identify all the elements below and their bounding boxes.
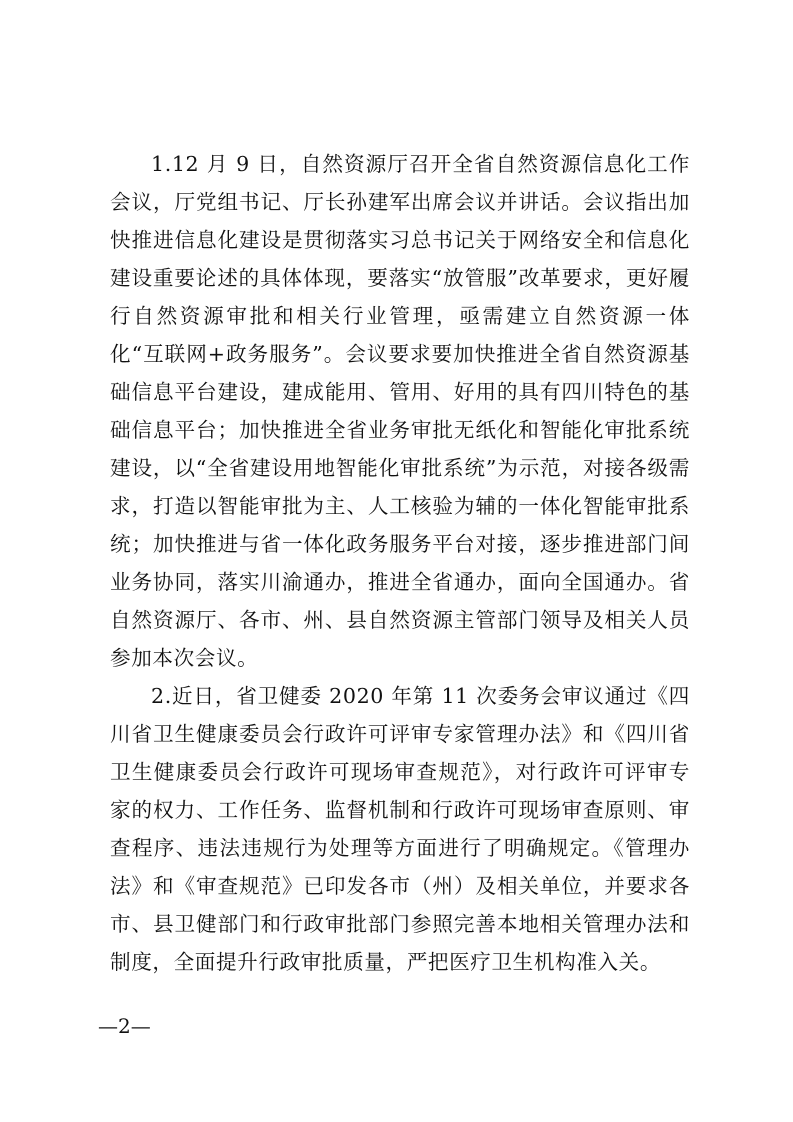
document-body — [110, 145, 690, 981]
page-number: —2— — [98, 1014, 151, 1038]
paragraph-2: 2.近日，省卫健委 2020 年第 11 次委务会审议通过《四川省卫生健康委员会行政许可评审专家管理办法》和《四川省卫生健康委员会行政许可现场审查规范》，对行政许可评审专家的权力、工作任务、监督机制和行政许可现场审查原则、审查程序、违法违规行为处理等方面进行了明确规定。《管理办法》和《审查规范》已印发各市（州）及相关单位，并要求各市、县卫健部门和行政审批部门参照完善本地相关管理办法和制度，全面提升行政审批质量，严把医疗卫生机构准入关。 — [110, 684, 690, 974]
paragraph-1: 1.12 月 9 日，自然资源厅召开全省自然资源信息化工作会议，厅党组书记、厅长孙建军出席会议并讲话。会议指出加快推进信息化建设是贯彻落实习总书记关于网络安全和信息化建设重要论述的具体体现，要落实“放管服”改革要求，更好履行自然资源审批和相关行业管理，亟需建立自然资源一体化“互联网+政务服务”。会议要求要加快推进全省自然资源基础信息平台建设，建成能用、管用、好用的具有四川特色的基础信息平台；加快推进全省业务审批无纸化和智能化审批系统建设，以“全省建设用地智能化审批系统”为示范，对接各级需求，打造以智能审批为主、人工核验为辅的一体化智能审批系统；加快推进与省一体化政务服务平台对接，逐步推进部门间业务协同，落实川渝通办，推进全省通办，面向全国通办。省自然资源厅、各市、州、县自然资源主管部门领导及相关人员参加本次会议。 — [110, 152, 690, 670]
